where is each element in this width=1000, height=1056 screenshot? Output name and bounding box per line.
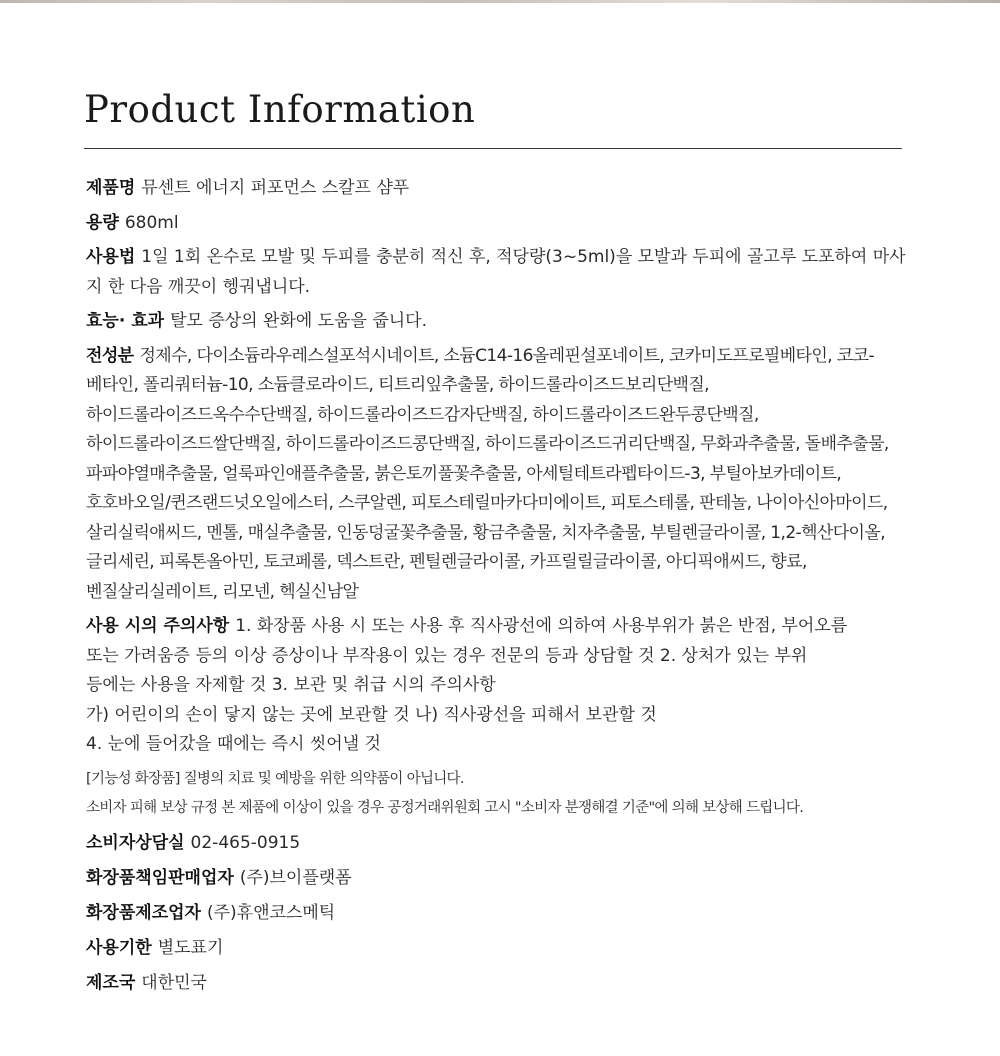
caution-text-1: 1. 화장품 사용 시 또는 사용 후 직사광선에 의하여 사용부위가 붉은 반점, 부어오름 — [235, 616, 848, 636]
consumer-compensation-notice: 소비자 피해 보상 규정 본 제품에 이상이 있을 경우 공정거래위원회 고시 "소비자 분쟁해결 기준"에 의해 보상해 드립니다. — [86, 799, 804, 816]
functional-cosmetic-notice: [기능성 화장품] 질병의 치료 및 예방을 위한 의약품이 아닙니다. — [86, 770, 464, 787]
caution-line-1 — [86, 612, 916, 642]
expiry-row — [86, 934, 916, 964]
responsible-seller-value: (주)브이플랫폼 — [239, 867, 352, 888]
notice-block — [86, 765, 916, 823]
ingredients-value: 정제수, 다이소듐라우레스설포석시네이트, 소듐C14-16올레핀설포네이트, 코카미도프로필베타인, 코코-베타인, 폴리쿼터늄-10, 소듐클로라이드, 티트리잎추출물, 하이드롤라이즈드보리단백질, 하이드롤라이즈드옥수수단백질, 하이드롤라이즈드감자단백질, 하이드롤라이즈드완두콩단백질, 하이드롤라이즈드쌀단백질, 하이드롤라이즈드콩단백질, 하이드롤라이즈드귀리단백질, 무화과추출물, 돌배추출물, 파파야열매추출물, 얼룩파인애플추출물, 붉은토끼풀꽃추출물, 아세틸테트라펩타이드-3, 부틸아보카데이트, 호호바오일/퀸즈랜드넛오일에스터, 스쿠알렌, 피토스테릴마카다미에이트, 피토스테롤, 판테놀, 나이아신아마이드, 살리실릭애씨드, 멘톨, 매실추출물, 인동덩굴꽃추출물, 황금추출물, 치자추출물, 부틸렌글라이콜, 1,2-헥산다이올, 글리세린, 피록톤올아민, 토코페롤, 덱스트란, 펜틸렌글라이콜, 카프릴릴글라이콜, 아디픽애씨드, 향료, 벤질살리실레이트, 리모넨, 헥실신남알 — [86, 345, 889, 602]
product-info-content — [86, 174, 916, 1004]
consumer-center-row — [86, 829, 916, 859]
expiry-value: 별도표기 — [157, 937, 224, 958]
manufacturer-label: 화장품제조업자 — [86, 902, 201, 923]
country-row — [86, 969, 916, 999]
caution-text-4: 가) 어린이의 손이 닿지 않는 곳에 보관할 것 나) 직사광선을 피해서 보관할 것 — [86, 704, 657, 725]
volume-value: 680ml — [124, 212, 179, 233]
country-value: 대한민국 — [141, 972, 207, 993]
efficacy-value: 탈모 증상의 완화에 도움을 줍니다. — [170, 311, 428, 331]
caution-label: 사용 시의 주의사항 — [86, 616, 230, 636]
caution-text-5: 4. 눈에 들어갔을 때에는 즉시 씻어낼 것 — [86, 734, 381, 754]
responsible-seller-label: 화장품책임판매업자 — [86, 867, 234, 888]
expiry-label: 사용기한 — [86, 937, 152, 958]
usage-label: 사용법 — [86, 247, 136, 267]
page-title: Product Information — [84, 88, 476, 131]
usage-value: 1일 1회 온수로 모발 및 두피를 충분히 적신 후, 적당량(3~5ml)을 모발과 두피에 골고루 도포하여 마사지 한 다음 깨끗이 헹궈냅니다. — [86, 247, 906, 297]
top-image-strip — [0, 0, 1000, 3]
manufacturer-row — [86, 899, 916, 929]
ingredients-row — [86, 342, 916, 608]
responsible-seller-row — [86, 864, 916, 894]
manufacturer-value: (주)휴앤코스메틱 — [206, 902, 336, 923]
product-name-value: 뮤센트 에너지 퍼포먼스 스칼프 샴푸 — [141, 178, 410, 198]
efficacy-label: 효능· 효과 — [86, 311, 165, 331]
efficacy-row — [86, 307, 916, 337]
volume-row — [86, 209, 916, 239]
caution-text-3: 등에는 사용을 자제할 것 3. 보관 및 취급 시의 주의사항 — [86, 675, 496, 695]
product-name-row — [86, 174, 916, 204]
country-label: 제조국 — [86, 972, 136, 993]
volume-label: 용량 — [86, 212, 119, 233]
consumer-center-value: 02-465-0915 — [190, 832, 301, 853]
title-divider — [84, 148, 902, 149]
product-name-label: 제품명 — [86, 178, 136, 198]
caution-row — [86, 612, 916, 760]
consumer-center-label: 소비자상담실 — [86, 832, 185, 853]
ingredients-label: 전성분 — [86, 345, 134, 366]
usage-row — [86, 243, 916, 302]
caution-text-2: 또는 가려움증 등의 이상 증상이나 부작용이 있는 경우 전문의 등과 상담할 것 2. 상처가 있는 부위 — [86, 645, 808, 666]
